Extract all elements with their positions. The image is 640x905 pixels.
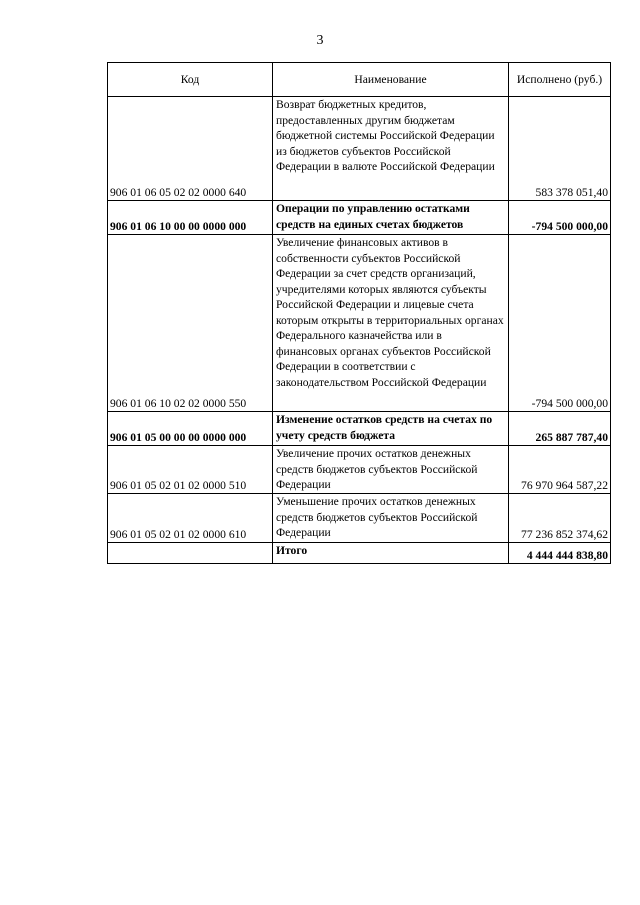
header-code: Код xyxy=(108,63,273,97)
header-amount: Исполнено (руб.) xyxy=(509,63,611,97)
row-name: Увеличение финансовых активов в собственности субъектов Российской Федерации за счет средств организаций, учредителями которых являются субъекты Российской Федерации и лицевые счета которым открыты в территориальных органах Федерального казначейства или в финансовых органах субъектов Российской Федерации в соответствии с законодательством Российской Федерации xyxy=(273,235,509,412)
row-code: 906 01 06 10 02 02 0000 550 xyxy=(108,235,273,412)
total-code xyxy=(108,543,273,564)
row-name: Увеличение прочих остатков денежных средств бюджетов субъектов Российской Федерации xyxy=(273,446,509,494)
row-code: 906 01 06 10 00 00 0000 000 xyxy=(108,201,273,235)
row-amount: 77 236 852 374,62 xyxy=(509,494,611,543)
row-amount: 265 887 787,40 xyxy=(509,412,611,446)
table-row xyxy=(108,446,611,494)
row-code: 906 01 05 02 01 02 0000 610 xyxy=(108,494,273,543)
table-header-row xyxy=(108,63,611,97)
row-code: 906 01 06 05 02 02 0000 640 xyxy=(108,97,273,201)
row-amount: -794 500 000,00 xyxy=(509,201,611,235)
page-number: 3 xyxy=(316,33,324,48)
row-amount: -794 500 000,00 xyxy=(509,235,611,412)
row-name: Уменьшение прочих остатков денежных средств бюджетов субъектов Российской Федерации xyxy=(273,494,509,543)
row-name: Изменение остатков средств на счетах по учету средств бюджета xyxy=(273,412,509,446)
header-name: Наименование xyxy=(273,63,509,97)
table-total-row xyxy=(108,543,611,564)
table-row xyxy=(108,494,611,543)
row-amount: 76 970 964 587,22 xyxy=(509,446,611,494)
row-amount: 583 378 051,40 xyxy=(509,97,611,201)
table-row xyxy=(108,235,611,412)
row-name: Возврат бюджетных кредитов, предоставленных другим бюджетам бюджетной системы Российской Федерации из бюджетов субъектов Российской Федерации в валюте Российской Федерации xyxy=(273,97,509,201)
budget-execution-table xyxy=(107,62,611,564)
row-name: Операции по управлению остатками средств на единых счетах бюджетов xyxy=(273,201,509,235)
row-code: 906 01 05 00 00 00 0000 000 xyxy=(108,412,273,446)
total-amount: 4 444 444 838,80 xyxy=(509,543,611,564)
row-code: 906 01 05 02 01 02 0000 510 xyxy=(108,446,273,494)
table-row xyxy=(108,201,611,235)
table-row xyxy=(108,97,611,201)
table-row xyxy=(108,412,611,446)
total-label: Итого xyxy=(273,543,509,564)
